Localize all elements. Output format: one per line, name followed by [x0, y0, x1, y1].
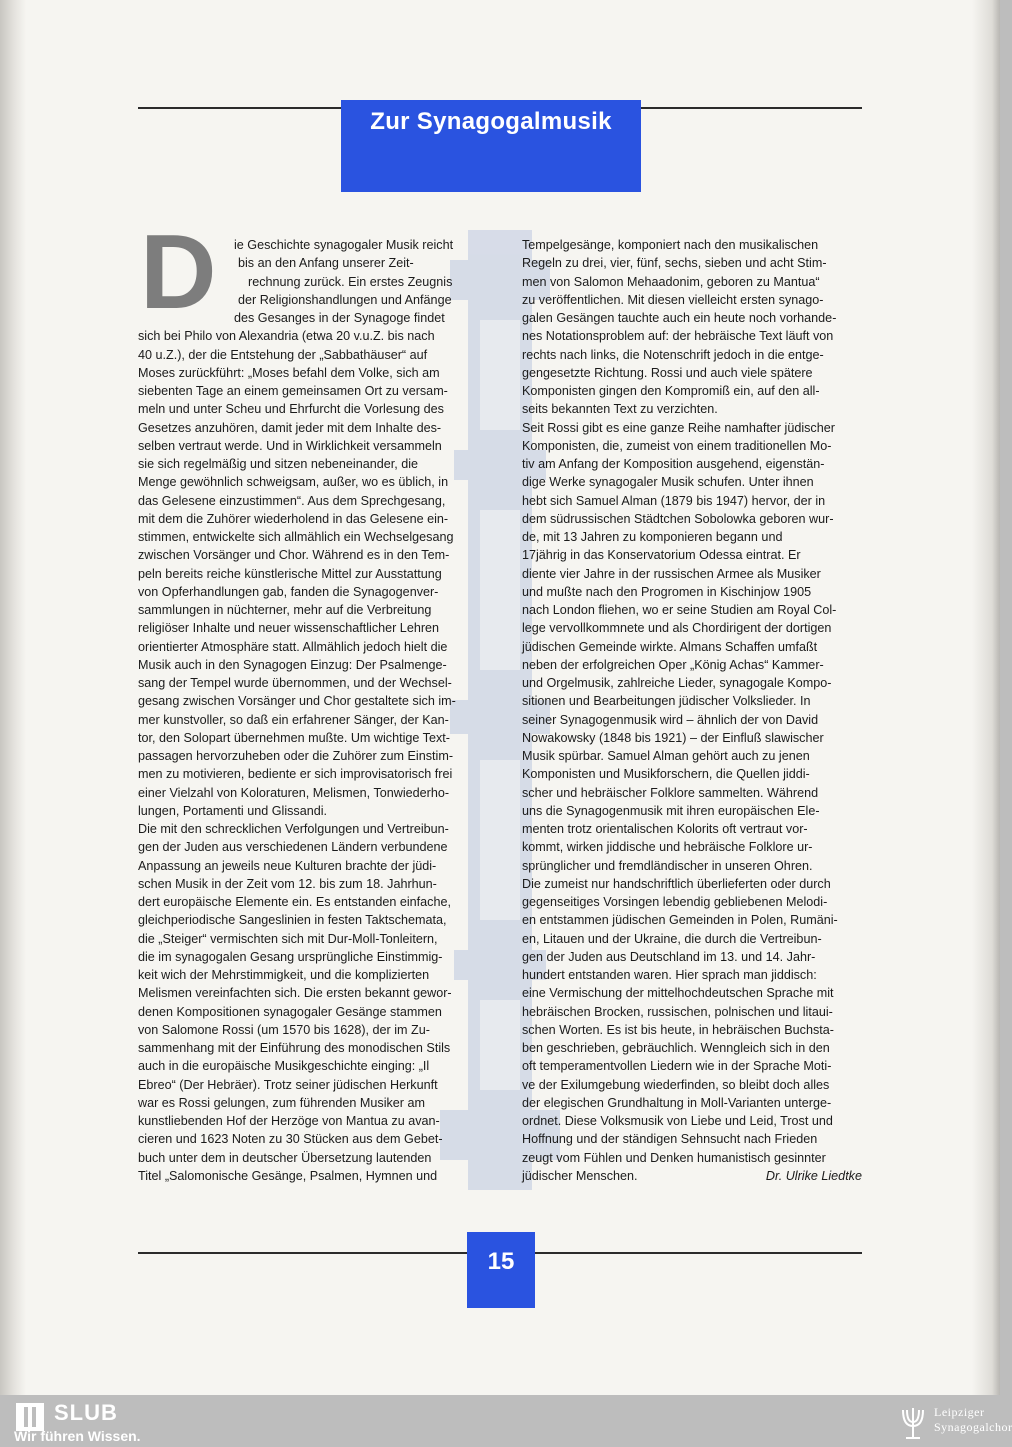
text-line: menten trotz orientalischen Kolorits oft vertraut vor-: [522, 822, 808, 836]
text-line: diente vier Jahre in der russischen Armee als Musiker: [522, 566, 821, 581]
title-box: [341, 100, 641, 192]
text-line: nach London fliehen, wo er seine Studien am Royal Col-: [522, 603, 837, 617]
text-line: en, Litauen und der Ukraine, die durch die Vertreibun-: [522, 931, 822, 946]
slub-slogan: Wir führen Wissen.: [14, 1428, 141, 1444]
text-line: buch unter dem in deutscher Übersetzung lautenden: [138, 1150, 432, 1165]
chor-logo-text: [934, 1405, 1012, 1435]
text-line: oft temperamentvollen Liedern wie in der Sprache Moti-: [522, 1059, 832, 1074]
text-line: ordnet. Diese Volksmusik von Liebe und Leid, Trost und: [522, 1114, 833, 1128]
text-line: Menge gewöhnlich schweigsam, außer, wo es üblich, in: [138, 475, 449, 490]
text-line: Regeln zu drei, vier, fünf, sechs, sieben und acht Stim-: [522, 256, 827, 271]
text-line: sammlungen in nüchterner, mehr auf die Verbreitung: [138, 603, 432, 617]
text-line: von Salomone Rossi (um 1570 bis 1628), der im Zu-: [138, 1022, 430, 1037]
text-line: de, mit 13 Jahren zu komponieren begann und: [522, 530, 783, 544]
text-line: jüdischer Menschen.: [522, 1168, 638, 1183]
text-line: Titel „Salomonische Gesänge, Psalmen, Hymnen und: [138, 1168, 438, 1183]
text-line: Musik auch in den Synagogen Einzug: Der Psalmenge-: [138, 657, 447, 672]
text-line: jüdischen Gemeinde wirkte. Almans Schaffen umfaßt: [522, 639, 818, 654]
text-line: ben geschrieben, gebräuchlich. Wenngleich sich in den: [522, 1041, 830, 1055]
text-line: seiner Synagogenmusik wird – ähnlich der von David: [522, 712, 819, 727]
text-line: orientierter Atmosphäre statt. Allmählich jedoch hielt die: [138, 639, 448, 654]
text-line: hebräischen Brocken, russischen, polnischen und litaui-: [522, 1004, 833, 1019]
text-line: Die zumeist nur handschriftlich überlieferten oder durch: [522, 876, 831, 891]
text-line: tor, den Solopart übernehmen mußte. Um wichtige Text-: [138, 730, 450, 745]
text-line: neben der erfolgreichen Oper „König Achas“ Kammer-: [522, 657, 824, 672]
text-line: mer kunstvoller, so daß ein erfahrener Sänger, der Kan-: [138, 712, 449, 727]
text-line: des Gesanges in der Synagoge findet: [234, 311, 445, 325]
binding-shadow: [0, 0, 26, 1395]
page-title: Zur Synagogalmusik: [370, 108, 612, 135]
text-line: selben vertraut werde. Und in Wirklichkeit versammeln: [138, 438, 442, 453]
text-line: Komponisten, die, zumeist von einem traditionellen Mo-: [522, 438, 832, 453]
text-line: Anpassung an jeweils neue Kulturen brachte der jüdi-: [138, 858, 437, 873]
text-line: tiv am Anfang der Komposition ausgehend, eigenstän-: [522, 457, 825, 471]
text-line: gengesetzte Richtung. Rossi und auch viele spätere: [522, 365, 813, 380]
text-line: sammenhang mit der Einführung des monodischen Stils: [138, 1041, 451, 1055]
chor-line-1: Leipziger: [934, 1405, 985, 1419]
page-number: 15: [487, 1248, 515, 1275]
text-line: 40 u.Z.), der die Entstehung der „Sabbathäuser“ auf: [138, 347, 428, 362]
text-line: passagen hervorzuheben oder die Zuhörer zum Einstim-: [138, 749, 454, 763]
text-line: Seit Rossi gibt es eine ganze Reihe namhafter jüdischer: [522, 420, 835, 435]
text-line: sie sich regelmäßig und sitzen nebeneinander, die: [138, 457, 419, 471]
text-line: seits bekannten Text zu verzichten.: [522, 402, 718, 417]
text-line: scher und hebräischer Folklore sammelten. Während: [522, 785, 819, 800]
text-line: religiöser Inhalte und neuer wissenschaftlicher Lehren: [138, 621, 440, 636]
text-line: die „Steiger“ vermischten sich mit Dur-Moll-Tonleitern,: [138, 931, 438, 946]
page-edge-shadow: [972, 0, 1000, 1395]
text-line: die im synagogalen Gesang ursprüngliche Einstimmig-: [138, 949, 443, 964]
page-number-box: [467, 1232, 535, 1308]
text-line: Komponisten gingen den Kompromiß ein, auf den all-: [522, 384, 820, 398]
text-line: war es Rossi gelungen, zum führenden Musiker am: [138, 1095, 425, 1110]
text-line: und mußte nach den Progromen in Kischinjow 1905: [522, 584, 812, 599]
text-line: gegenseitiges Vorsingen lebendig gebliebenen Melodi-: [522, 895, 828, 909]
text-line: ve der Exilumgebung wiederfinden, so bleibt doch alles: [522, 1077, 830, 1092]
text-line: men von Salomon Mehaadonim, geboren zu Mantua“: [522, 274, 820, 289]
text-line: Hoffnung und der ständigen Sehnsucht nach Frieden: [522, 1132, 818, 1147]
text-line: Die mit den schrecklichen Verfolgungen und Vertreibun-: [138, 822, 449, 836]
text-line: rechnung zurück. Ein erstes Zeugnis: [248, 274, 453, 289]
text-line: von Opferhandlungen gab, fanden die Synagogenver-: [138, 584, 439, 599]
article-author: Dr. Ulrike Liedtke: [765, 1168, 862, 1183]
text-line: men zu motivieren, bediente er sich improvisatorisch frei: [138, 767, 453, 782]
text-line: galen Gesängen tauchte auch ein heute noch vorhande-: [522, 311, 837, 325]
text-line: Moses zurückführt: „Moses befahl dem Volke, sich am: [138, 365, 440, 380]
text-line: gleichperiodische Sangeslinien in festen Taktschemata,: [138, 913, 447, 928]
text-line: ie Geschichte synagogaler Musik reicht: [234, 238, 454, 252]
slub-name: SLUB: [54, 1400, 118, 1425]
text-line: meln und unter Scheu und Ehrfurcht die Vorlesung des: [138, 402, 444, 417]
text-line: 17jährig in das Konservatorium Odessa eintrat. Er: [522, 548, 801, 563]
text-line: kunstliebenden Hof der Herzöge von Mantua zu avan-: [138, 1114, 440, 1128]
text-line: en entstammen jüdischen Gemeinden in Polen, Rumäni-: [522, 913, 838, 928]
text-line: uns die Synagogenmusik mit ihren europäischen Ele-: [522, 803, 820, 818]
text-line: Gesetzes anzuhören, damit jeder mit dem Inhalte des-: [138, 420, 442, 435]
digitization-footer: [0, 1395, 1000, 1447]
text-line: gesang zwischen Vorsänger und Chor gestaltete sich im-: [138, 694, 456, 709]
text-line: bis an den Anfang unserer Zeit-: [238, 256, 414, 271]
text-line: denen Kompositionen synagogaler Gesänge stammen: [138, 1004, 442, 1019]
text-line: der elegischen Grundhaltung in Moll-Varianten unterge-: [522, 1095, 832, 1110]
text-line: cieren und 1623 Noten zu 30 Stücken aus dem Gebet-: [138, 1132, 443, 1147]
text-line: rechts nach links, die Notenschrift jedoch in die entge-: [522, 347, 824, 362]
text-line: gen der Juden aus Deutschland im 13. und 14. Jahr-: [522, 949, 816, 964]
text-line: Melismen vereinfachten sich. Die ersten bekannt gewor-: [138, 986, 452, 1001]
text-line: schen Musik in der Zeit vom 12. bis zum 18. Jahrhun-: [138, 876, 437, 891]
text-line: dert europäische Elemente ein. Es entstanden einfache,: [138, 895, 451, 909]
text-line: peln bereits reiche künstlerische Mittel zur Ausstattung: [138, 566, 442, 581]
text-line: einer Vielzahl von Koloraturen, Melismen, Tonwiederho-: [138, 785, 450, 800]
text-line: mit dem die Zuhörer wiederholend in das Gelesene ein-: [138, 511, 449, 526]
text-line: hundert entstanden waren. Hier sprach man jiddisch:: [522, 968, 817, 982]
text-line: sich bei Philo von Alexandria (etwa 20 v.u.Z. bis nach: [138, 329, 435, 344]
text-line: auch in die europäische Musikgeschichte einging: „Il: [138, 1059, 430, 1074]
menorah-logo-icon: [898, 1402, 928, 1442]
text-line: dem südrussischen Städtchen Sobolowka geboren wur-: [522, 511, 834, 526]
text-line: gen der Juden aus verschiedenen Ländern verbundene: [138, 840, 448, 855]
text-line: lungen, Portamenti und Glissandi.: [138, 803, 328, 818]
text-line: Tempelgesänge, komponiert nach den musikalischen: [522, 238, 819, 252]
text-line: nes Notationsproblem auf: der hebräische Text läuft von: [522, 329, 834, 344]
article-column-left: [138, 236, 483, 1185]
text-line: der Religionshandlungen und Anfänge: [238, 292, 452, 307]
chor-line-2: Synagogalchor: [934, 1420, 1012, 1434]
text-line: keit wich der Mehrstimmigkeit, und die komplizierten: [138, 968, 430, 982]
text-line: kommt, wirken jiddische und hebräische Folklore ur-: [522, 840, 813, 855]
article-column-right: [522, 236, 867, 1185]
text-line: sprünglicher und fremdländischer in unseren Ohren.: [522, 858, 813, 873]
text-line: sitionen und Bearbeitungen jüdischer Volkslieder. In: [522, 694, 811, 709]
text-line: schen Worten. Es ist bis heute, in hebräischen Buchsta-: [522, 1022, 834, 1037]
text-line: Ebreo“ (Der Hebräer). Trotz seiner jüdischen Herkunft: [138, 1077, 438, 1092]
text-line: zeugt vom Fühlen und Denken humanistisch gesinnter: [522, 1150, 826, 1165]
text-line: das Gelesene einzustimmen“. Aus dem Sprechgesang,: [138, 493, 446, 508]
text-line: dige Werke synagogaler Musik schufen. Unter ihnen: [522, 475, 814, 490]
drop-cap: D: [140, 213, 217, 331]
text-line: Nowakowsky (1848 bis 1921) – der Einfluß slawischer: [522, 730, 824, 745]
text-line: Musik spürbar. Samuel Alman gehört auch zu jenen: [522, 749, 810, 763]
text-line: zu veröffentlichen. Mit diesen vielleicht ersten synago-: [522, 292, 824, 307]
text-line: hebt sich Samuel Alman (1879 bis 1947) hervor, der in: [522, 493, 826, 508]
text-line: zwischen Vorsänger und Chor. Während es in den Tem-: [138, 548, 450, 563]
text-line: siebenten Tage an einem gemeinsamen Ort zu versam-: [138, 384, 448, 398]
text-line: eine Vermischung der mittelhochdeutschen Sprache mit: [522, 986, 834, 1001]
text-line: lege vervollkommnete und als Chordirigent der dortigen: [522, 621, 832, 636]
text-line: und Orgelmusik, zahlreiche Lieder, synagogale Kompo-: [522, 676, 832, 690]
text-line: stimmen, entwickelte sich allmählich ein Wechselgesang: [138, 530, 454, 544]
text-line: sang der Tempel wurde übernommen, und der Wechsel-: [138, 676, 452, 690]
text-line: Komponisten und Musikforschern, die Quellen jiddi-: [522, 767, 810, 782]
